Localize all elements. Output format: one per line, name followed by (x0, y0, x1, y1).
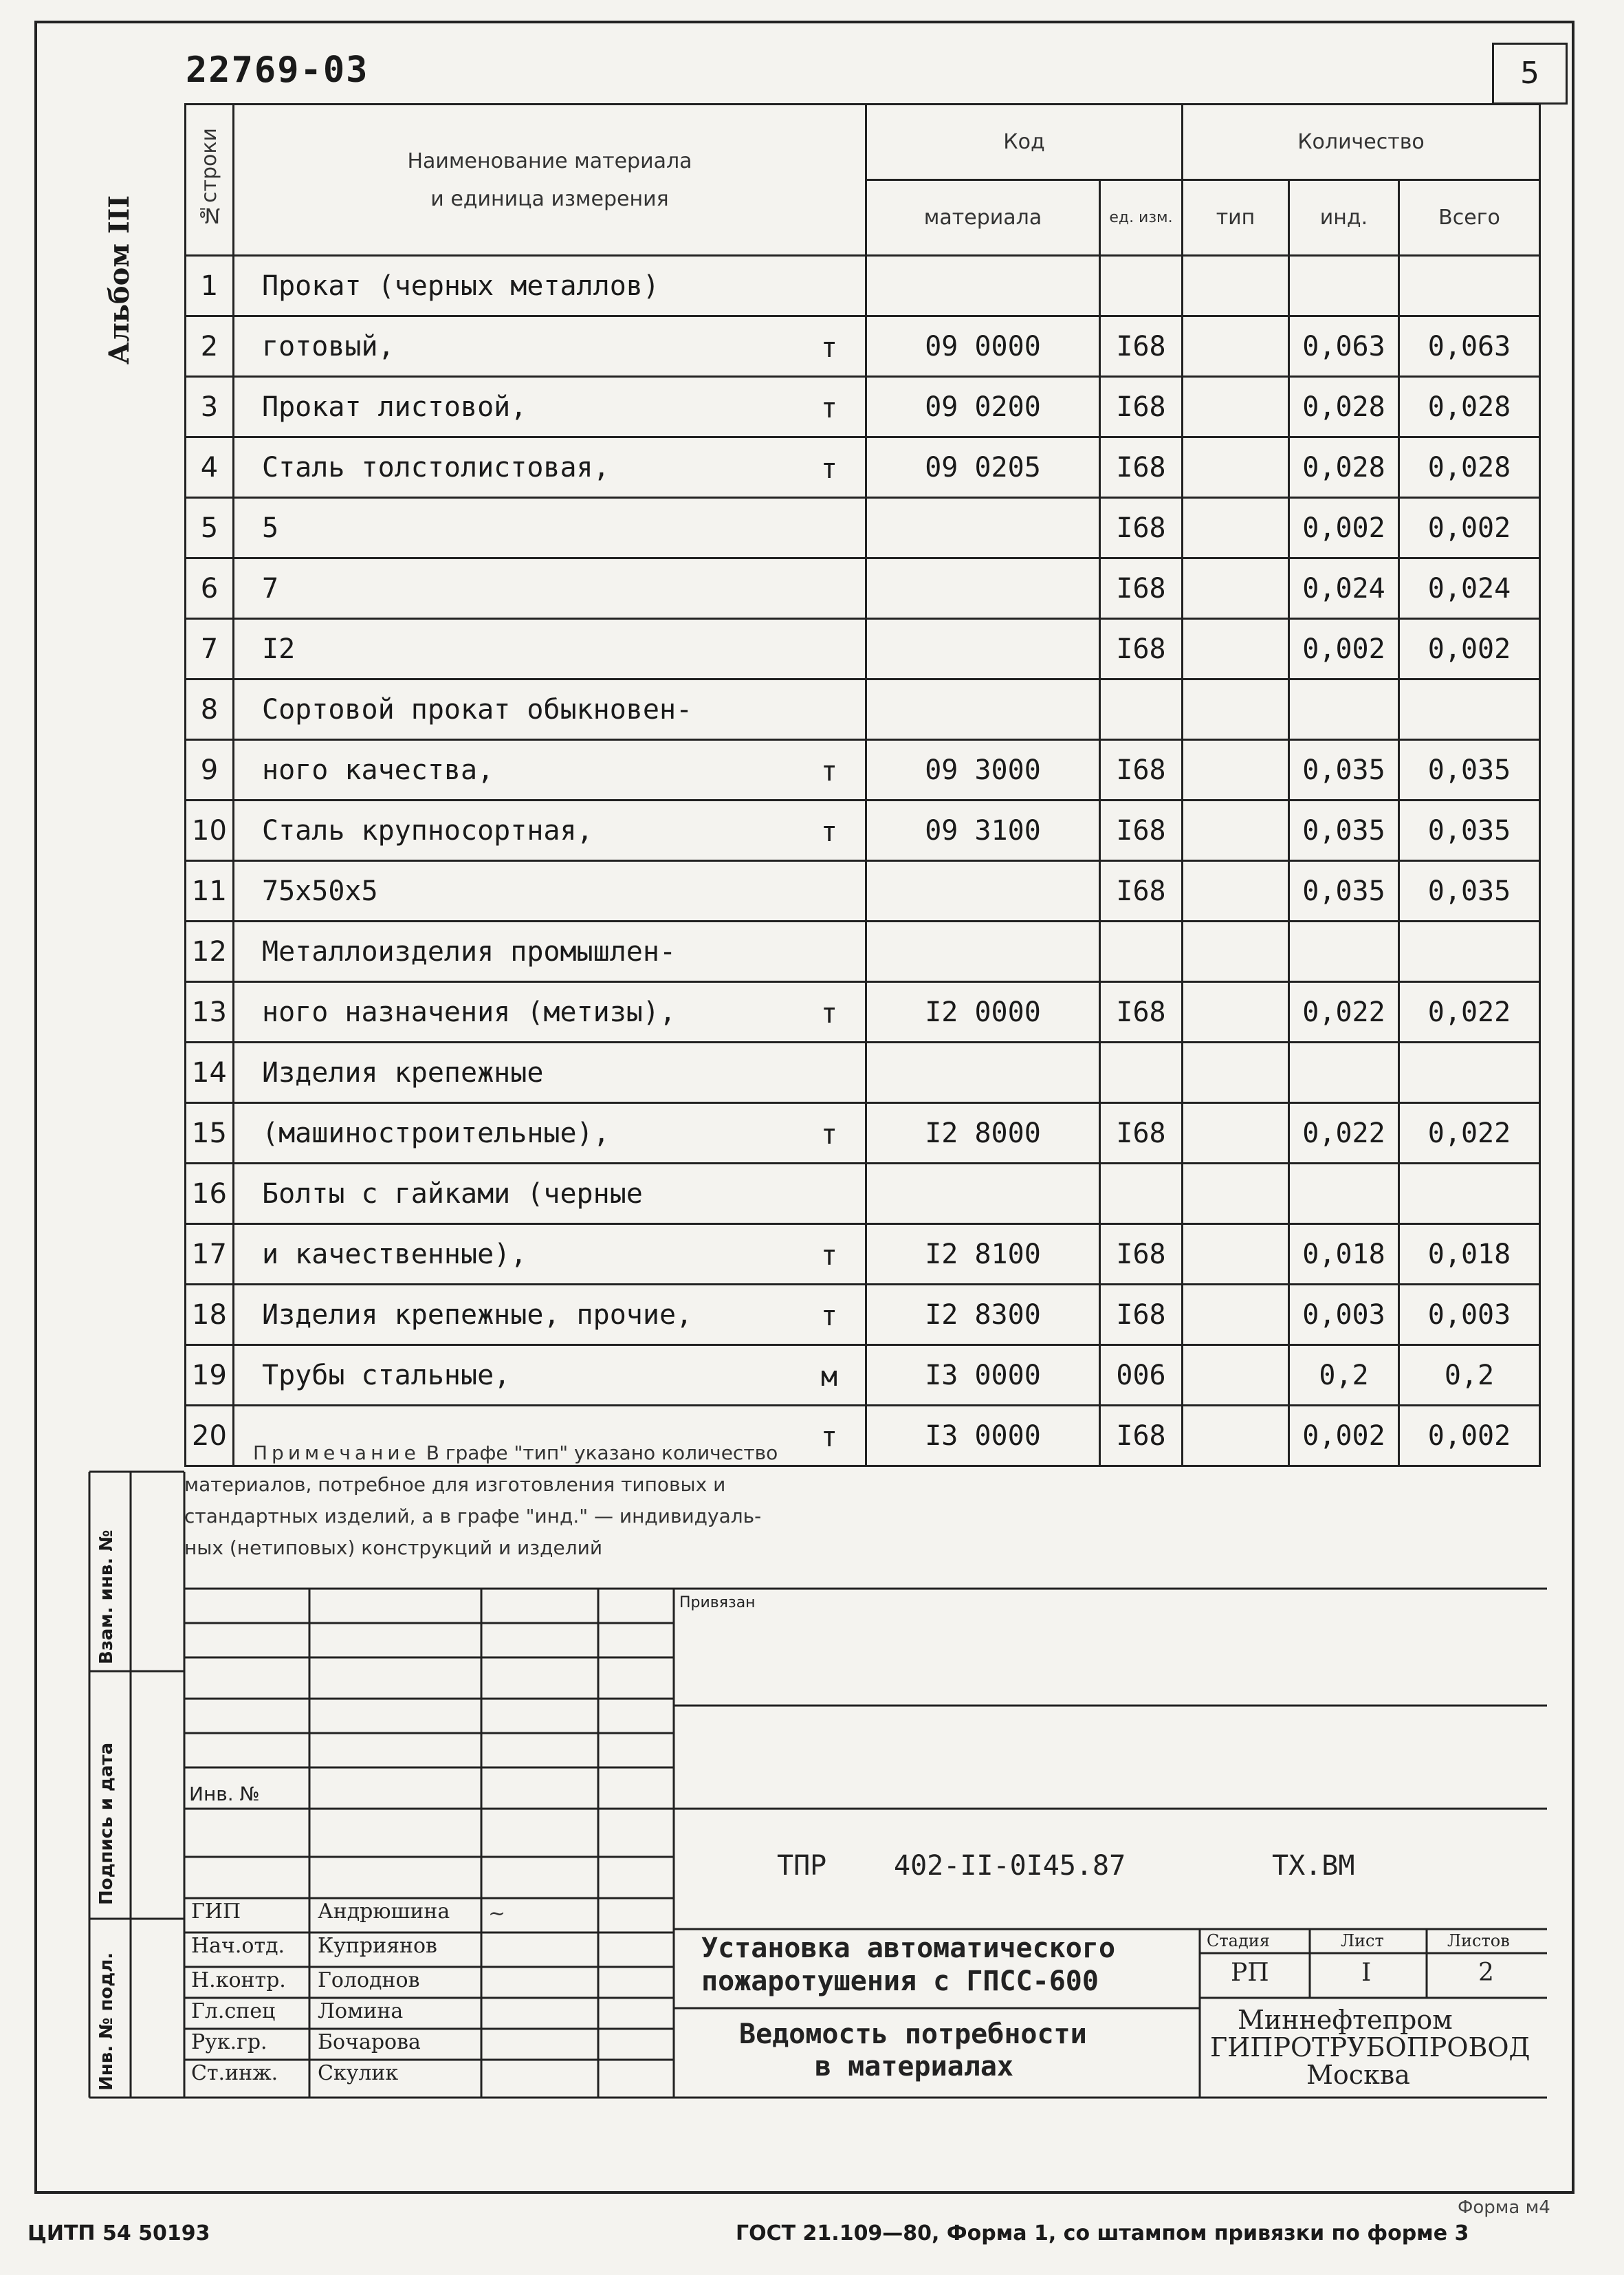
page-number: 5 (1492, 43, 1568, 105)
stamp-doc-suffix: ТХ.ВМ (1272, 1850, 1355, 1882)
row-number: 7 (186, 619, 234, 679)
header-qty-total: Всего (1399, 180, 1540, 256)
stamp-stage: РП (1231, 1959, 1269, 1987)
material-name-text: 7 (262, 572, 279, 605)
stamp-list-label: Лист (1341, 1931, 1384, 1950)
material-name-text: Изделия крепежные, прочие, (262, 1298, 693, 1331)
header-qty-type: тип (1183, 180, 1289, 256)
row-number: 8 (186, 679, 234, 740)
material-name-text: и качественные), (262, 1238, 527, 1270)
stamp-privyazan: Привязан (679, 1594, 756, 1611)
row-number: 20 (186, 1406, 234, 1466)
unit-code: I68 (1100, 1103, 1183, 1164)
row-number: 13 (186, 982, 234, 1043)
unit-of-measure: т (820, 1119, 837, 1151)
qty-ind: 0,018 (1289, 1224, 1399, 1285)
stamp-lists-label: Листов (1447, 1931, 1510, 1950)
row-number: 18 (186, 1285, 234, 1345)
qty-ind: 0,028 (1289, 377, 1399, 437)
unit-of-measure: т (820, 998, 837, 1030)
header-name: Наименование материала и единица измерения (234, 105, 866, 256)
qty-ind: 0,003 (1289, 1285, 1399, 1345)
unit-code: I68 (1100, 861, 1183, 922)
material-name-text: Трубы стальные, (262, 1359, 511, 1391)
stamp-org-line-3: Москва (1306, 2060, 1410, 2090)
stamp-stage-label: Стадия (1207, 1931, 1270, 1950)
material-code: I2 8000 (866, 1103, 1100, 1164)
unit-code: 006 (1100, 1345, 1183, 1406)
row-number: 9 (186, 740, 234, 801)
unit-code: I68 (1100, 377, 1183, 437)
note-label: Примечание (253, 1441, 420, 1464)
material-name-text: I2 (262, 633, 296, 665)
stamp-person-name: Куприянов (318, 1934, 437, 1958)
row-number: 4 (186, 437, 234, 498)
material-code: 09 0000 (866, 316, 1100, 377)
row-number: 2 (186, 316, 234, 377)
material-code: I3 0000 (866, 1345, 1100, 1406)
material-code: I2 8300 (866, 1285, 1100, 1345)
material-code: I3 0000 (866, 1406, 1100, 1466)
material-code: 09 0200 (866, 377, 1100, 437)
unit-of-measure: т (820, 816, 837, 848)
row-number: 12 (186, 922, 234, 982)
qty-ind: 0,028 (1289, 437, 1399, 498)
note-line-2: материалов, потребное для изготовления типовых и (184, 1473, 726, 1496)
qty-total: 0,002 (1399, 1406, 1540, 1466)
row-number: 15 (186, 1103, 234, 1164)
unit-code: I68 (1100, 619, 1183, 679)
stamp-doc-code: ТПР (777, 1850, 827, 1882)
unit-of-measure: т (820, 393, 837, 424)
row-number: 17 (186, 1224, 234, 1285)
unit-code: I68 (1100, 437, 1183, 498)
qty-total: 0,028 (1399, 437, 1540, 498)
stamp-person-name: Андрюшина (318, 1900, 450, 1924)
unit-code: I68 (1100, 1406, 1183, 1466)
qty-ind: 0,2 (1289, 1345, 1399, 1406)
qty-total: 0,028 (1399, 377, 1540, 437)
stamp-doc-num: 402-II-0I45.87 (894, 1850, 1126, 1882)
unit-of-measure: т (820, 1422, 837, 1453)
qty-total: 0,002 (1399, 619, 1540, 679)
unit-code: I68 (1100, 801, 1183, 861)
qty-total: 0,022 (1399, 982, 1540, 1043)
qty-ind: 0,002 (1289, 619, 1399, 679)
stamp-inv-no: Инв. № (189, 1783, 260, 1805)
stamp-org-line-1: Миннефтепром (1238, 2005, 1453, 2035)
material-code: I2 8100 (866, 1224, 1100, 1285)
row-number: 6 (186, 558, 234, 619)
material-name-text: готовый, (262, 330, 395, 362)
material-name-text: Сталь толстолистовая, (262, 451, 610, 483)
stamp-person-role: Гл.спец (191, 1999, 276, 2023)
stamp-person-role: ГИП (191, 1900, 241, 1924)
material-name-text: Прокат листовой, (262, 391, 527, 423)
document-number: 22769-03 (186, 50, 369, 91)
stamp-person-role: Нач.отд. (191, 1934, 285, 1958)
qty-total: 0,035 (1399, 801, 1540, 861)
unit-code: I68 (1100, 1224, 1183, 1285)
stamp-person-name: Бочарова (318, 2030, 421, 2054)
unit-code: I68 (1100, 316, 1183, 377)
material-name-text: (машиностроительные), (262, 1117, 610, 1149)
qty-total: 0,024 (1399, 558, 1540, 619)
header-quantity: Количество (1183, 105, 1540, 180)
row-number: 14 (186, 1043, 234, 1103)
stamp-title-line-2: пожаротушения с ГПСС-600 (701, 1966, 1099, 1997)
stamp-org-line-2: ГИПРОТРУБОПРОВОД (1210, 2032, 1530, 2062)
qty-total: 0,022 (1399, 1103, 1540, 1164)
qty-ind: 0,022 (1289, 1103, 1399, 1164)
stamp-list: I (1361, 1959, 1372, 1987)
unit-of-measure: т (820, 453, 837, 485)
stamp-lists: 2 (1478, 1959, 1494, 1987)
qty-ind: 0,022 (1289, 982, 1399, 1043)
signature: ~ (488, 1902, 506, 1926)
stamp-sheet-line-1: Ведомость потребности (739, 2018, 1087, 2050)
side-label-inv-podl: Инв. № подл. (96, 1952, 117, 2091)
qty-total: 0,002 (1399, 498, 1540, 558)
material-name-text: ного назначения (метизы), (262, 996, 677, 1028)
note-line-4: ных (нетиповых) конструкций и изделий (184, 1536, 603, 1559)
header-qty-ind: инд. (1289, 180, 1399, 256)
qty-ind: 0,002 (1289, 1406, 1399, 1466)
material-name-text: 5 (262, 512, 279, 544)
row-number: 11 (186, 861, 234, 922)
header-row-no: №строки (186, 105, 234, 256)
album-label: Альбом III (103, 195, 135, 364)
unit-code: I68 (1100, 982, 1183, 1043)
material-name-text: Прокат (черных металлов) (262, 270, 659, 302)
row-number: 16 (186, 1164, 234, 1224)
unit-code: I68 (1100, 498, 1183, 558)
qty-ind: 0,035 (1289, 740, 1399, 801)
footer-left: ЦИТП 54 50193 (28, 2221, 210, 2245)
unit-of-measure: т (820, 332, 837, 364)
unit-of-measure: т (820, 1300, 837, 1332)
qty-ind: 0,002 (1289, 498, 1399, 558)
note-line-1: В графе "тип" указано количество (419, 1441, 778, 1464)
row-number: 3 (186, 377, 234, 437)
row-number: 5 (186, 498, 234, 558)
qty-ind: 0,024 (1289, 558, 1399, 619)
qty-ind: 0,035 (1289, 801, 1399, 861)
row-number: 19 (186, 1345, 234, 1406)
material-name-text: Металлоизделия промышлен- (262, 935, 677, 968)
unit-of-measure: т (820, 756, 837, 787)
stamp-sheet-line-2: в материалах (815, 2051, 1013, 2082)
stamp-person-role: Ст.инж. (191, 2061, 278, 2085)
stamp-person-role: Н.контр. (191, 1968, 286, 1992)
unit-of-measure: т (820, 1240, 837, 1272)
unit-code: I68 (1100, 1285, 1183, 1345)
side-label-podpis: Подпись и дата (96, 1742, 117, 1905)
stamp-person-role: Рук.гр. (191, 2030, 267, 2054)
material-name-text: 75x50x5 (262, 875, 378, 907)
qty-ind: 0,063 (1289, 316, 1399, 377)
side-label-vzam: Взам. инв. № (96, 1530, 117, 1664)
material-name-text: ного качества, (262, 754, 494, 786)
qty-total: 0,035 (1399, 861, 1540, 922)
qty-total: 0,2 (1399, 1345, 1540, 1406)
header-code-material: материала (866, 180, 1100, 256)
qty-ind: 0,035 (1289, 861, 1399, 922)
stamp-person-name: Ломина (318, 1999, 404, 2023)
stamp-person-name: Скулик (318, 2061, 399, 2085)
material-code: I2 0000 (866, 982, 1100, 1043)
header-code-unit: ед. изм. (1100, 180, 1183, 256)
material-name-text: Сталь крупносортная, (262, 814, 593, 847)
unit-of-measure: м (820, 1361, 837, 1393)
material-code: 09 3100 (866, 801, 1100, 861)
material-name-text: Сортовой прокат обыкновен- (262, 693, 693, 726)
material-name-text: Изделия крепежные (262, 1056, 544, 1089)
note-line-3: стандартных изделий, а в графе "инд." — индивидуаль- (184, 1505, 762, 1527)
header-code: Код (866, 105, 1183, 180)
unit-code: I68 (1100, 558, 1183, 619)
qty-total: 0,018 (1399, 1224, 1540, 1285)
qty-total: 0,035 (1399, 740, 1540, 801)
material-code: 09 3000 (866, 740, 1100, 801)
qty-total: 0,063 (1399, 316, 1540, 377)
footer-right: ГОСТ 21.109—80, Форма 1, со штампом привязки по форме 3 (736, 2221, 1469, 2245)
material-code: 09 0205 (866, 437, 1100, 498)
footer-forma: Форма м4 (1458, 2197, 1550, 2218)
row-number: 10 (186, 801, 234, 861)
row-number: 1 (186, 256, 234, 316)
unit-code: I68 (1100, 740, 1183, 801)
material-name-text: Болты с гайками (черные (262, 1177, 643, 1210)
stamp-person-name: Голоднов (318, 1968, 420, 1992)
stamp-title-line-1: Установка автоматического (701, 1933, 1116, 1964)
qty-total: 0,003 (1399, 1285, 1540, 1345)
